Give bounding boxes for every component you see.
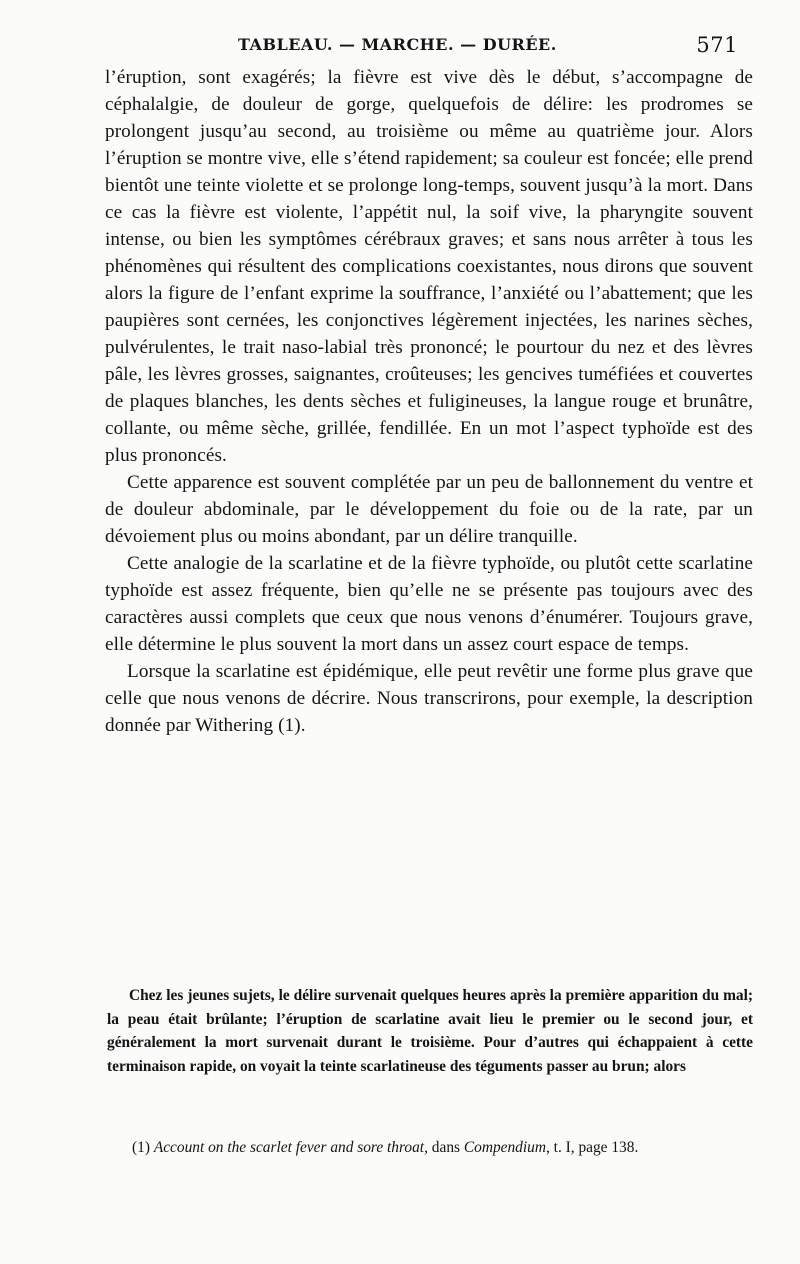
footnote-text-mid: dans: [431, 1139, 461, 1156]
quotation-block: Chez les jeunes sujets, le délire survenait quelques heures après la première apparition du mal; la peau était brûlante; l’éruption de scarlatine avait lieu le premier ou le second jour, et généralement la mort survenait durant le troisième. Pour d’autres qui échappaient à cette terminaison rapide, on voyait la teinte scarlatineuse des téguments passer au brun; alors: [107, 987, 753, 1075]
footnote: [107, 1136, 753, 1160]
running-title: TABLEAU. — MARCHE. — DURÉE.: [238, 35, 557, 54]
paragraph-4: Lorsque la scarlatine est épidémique, elle peut revêtir une forme plus grave que celle que nous venons de décrire. Nous transcrirons, pour exemple, la description donnée par Withering (1).: [105, 661, 753, 736]
footnote-work: Compendium: [463, 1139, 546, 1156]
footnote-title: Account on the scarlet fever and sore throat,: [153, 1139, 428, 1156]
paragraph-1: l’éruption, sont exagérés; la fièvre est vive dès le début, s’accompagne de céphalalgie, de douleur de gorge, quelquefois de délire: les prodromes se prolongent jusqu’au second, au troisième ou même au quatrième jour. Alors l’éruption se montre vive, elle s’étend rapidement; sa couleur est foncée; elle prend bientôt une teinte violette et se prolonge long-temps, souvent jusqu’à la mort. Dans ce cas la fièvre est violente, l’appétit nul, la soif vive, la pharyngite souvent intense, ou bien les symptômes cérébraux graves; et sans nous arrêter à tous les phénomènes qui résultent des complications coexistantes, nous dirons que souvent alors la figure de l’enfant exprime la souffrance, l’anxiété ou l’abattement; que les paupières sont cernées, les conjonctives légèrement injectées, les narines sèches, pulvérulentes, le trait naso-labial très prononcé; le pourtour du nez et des lèvres pâle, les lèvres grosses, saignantes, croûteuses; les gencives tuméfiées et couvertes de plaques blanches, les dents sèches et fuligineuses, la langue rouge et brunâtre, collante, ou même sèche, grillée, fendillée. En un mot l’aspect typhoïde est des plus prononcés.: [105, 67, 753, 466]
main-text: [105, 64, 753, 739]
footnote-marker: (1): [132, 1139, 150, 1156]
paragraph-2: Cette apparence est souvent complétée par un peu de ballonnement du ventre et de douleur abdominale, par le développement du foie ou de la rate, par un dévoiement plus ou moins abondant, par un délire tranquille.: [105, 472, 753, 547]
page-number: 571: [696, 33, 738, 57]
footnote-text-end: , t. I, page 138.: [545, 1139, 639, 1156]
paragraph-3: Cette analogie de la scarlatine et de la fièvre typhoïde, ou plutôt cette scarlatine typhoïde est assez fréquente, bien qu’elle ne se présente pas toujours avec des caractères aussi complets que ceux que nous venons d’énumérer. Toujours grave, elle détermine le plus souvent la mort dans un assez court espace de temps.: [105, 553, 753, 655]
